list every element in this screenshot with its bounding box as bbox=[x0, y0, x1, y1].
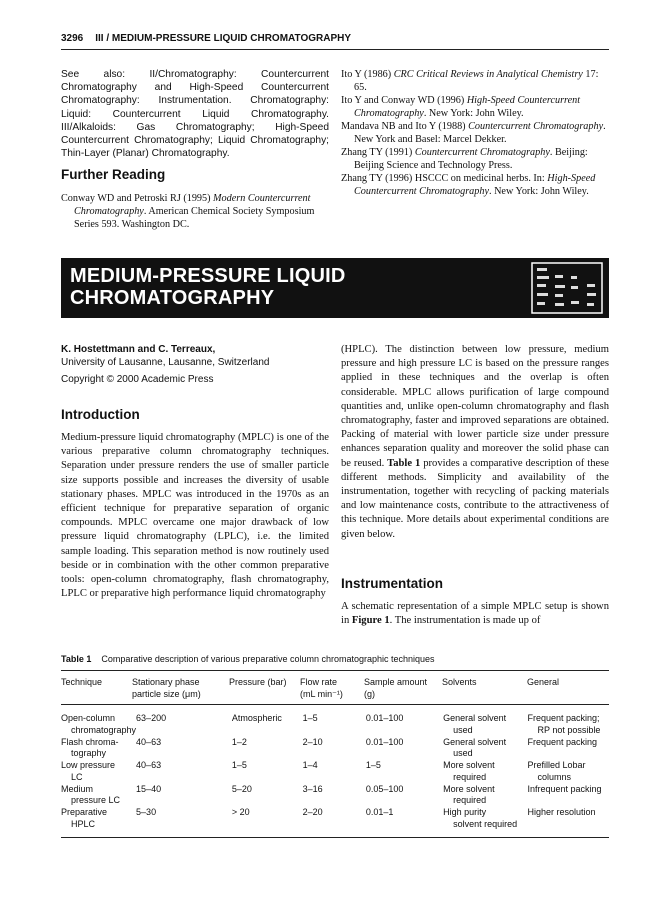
table-cell-line: General solvent bbox=[443, 713, 507, 723]
table-cell bbox=[366, 807, 443, 831]
column-header-line: Technique bbox=[61, 677, 103, 687]
table-cell bbox=[366, 784, 443, 808]
table-header-rule bbox=[61, 704, 609, 705]
table-cell-line: 0.01–1 bbox=[365, 807, 394, 817]
table-cell bbox=[443, 737, 527, 761]
further-reading-heading: Further Reading bbox=[61, 167, 166, 182]
table-cell-line: Higher resolution bbox=[527, 807, 596, 817]
table-cell bbox=[303, 760, 366, 784]
table-cell-line: 15–40 bbox=[136, 783, 162, 794]
table-cell-line: 2–10 bbox=[302, 736, 323, 747]
column-header bbox=[442, 677, 527, 700]
table-cell-line: columns bbox=[537, 771, 571, 782]
table-row bbox=[61, 737, 609, 761]
reference-italic: High-Speed Countercurrent Chromatography bbox=[354, 95, 581, 119]
see-also-prefix: See also: bbox=[61, 69, 150, 80]
table-cell-line: Medium bbox=[61, 783, 94, 794]
references-left bbox=[61, 192, 329, 231]
table-cell bbox=[61, 713, 136, 737]
table-cell-line: 1–5 bbox=[231, 760, 247, 770]
table-cell-line: 5–30 bbox=[136, 807, 157, 817]
table-cell-line: More solvent bbox=[443, 783, 495, 794]
column-header bbox=[364, 677, 442, 700]
chromatography-plate-icon bbox=[531, 262, 603, 314]
table-cell-line: 40–63 bbox=[136, 760, 162, 770]
table-cell-line: Flash chroma- bbox=[61, 736, 119, 747]
table-cell bbox=[443, 807, 527, 831]
introduction-paragraph-continued bbox=[341, 343, 609, 542]
table-top-rule bbox=[61, 670, 609, 671]
reference-item bbox=[341, 172, 609, 198]
reference-plain: Zhang TY (1996) HSCCC on medicinal herbs. In: bbox=[341, 173, 548, 184]
table-cell-line: 1–4 bbox=[302, 760, 318, 770]
author-names: K. Hostettmann and C. Terreaux, bbox=[61, 344, 216, 355]
table-cell bbox=[232, 784, 303, 808]
table-cell-line: 0.01–100 bbox=[365, 713, 404, 723]
table-cell bbox=[136, 713, 232, 737]
table-header bbox=[61, 677, 609, 700]
table-cell-line: 1–5 bbox=[302, 713, 318, 723]
table-cell-line: RP not possible bbox=[537, 724, 601, 735]
table-cell-line: solvent required bbox=[453, 818, 518, 829]
table-cell-line: Infrequent packing bbox=[527, 783, 602, 794]
column-header bbox=[229, 677, 300, 700]
table-cell bbox=[303, 807, 366, 831]
running-head bbox=[61, 33, 609, 44]
see-also bbox=[61, 68, 329, 160]
table-cell bbox=[527, 713, 609, 737]
table-cell-line: chromatography bbox=[71, 724, 137, 735]
table-cell-line: More solvent bbox=[443, 760, 495, 770]
table-cell-line: General solvent bbox=[443, 736, 507, 747]
comparison-table bbox=[61, 713, 609, 831]
reference-rest: . Beijing: Beijing Science and Technology Press. bbox=[354, 147, 588, 171]
table-cell-line: Open-column bbox=[61, 713, 116, 723]
table-bottom-rule bbox=[61, 837, 609, 838]
figure-reference-link[interactable]: Figure 1 bbox=[351, 615, 390, 627]
column-header bbox=[61, 677, 132, 700]
table-cell-line: 1–5 bbox=[365, 760, 381, 770]
table-cell bbox=[527, 737, 609, 761]
table-cell bbox=[61, 807, 136, 831]
reference-italic: High-Speed Countercurrent Chromatography bbox=[354, 173, 596, 197]
table-cell bbox=[303, 737, 366, 761]
reference-italic: Countercurrent Chromatography bbox=[414, 147, 550, 158]
table-label: Table 1 bbox=[61, 654, 92, 664]
table-cell bbox=[366, 760, 443, 784]
table-cell-line: Frequent packing bbox=[527, 736, 598, 747]
table-cell bbox=[527, 760, 609, 784]
reference-italic: Countercurrent Chromatography bbox=[468, 121, 604, 132]
table-caption-text: Comparative description of various preparative column chromatographic techniques bbox=[101, 654, 435, 664]
column-header-line: Pressure (bar) bbox=[229, 677, 287, 687]
paragraph-text: (HPLC). The distinction between low pressure, medium pressure and high pressure LC is based on the pressure ranges applied in these techniques and the overlap is often considerable. MPLC allows purification of large compound quantities and, unlike open-column chromatography and flash chromatography, faster and improved separations are obtained. Packing of material with lower particle size under pressure enhances separation quality and moreover the solid phase can be reused. bbox=[341, 344, 609, 469]
table-cell-line: pressure LC bbox=[71, 795, 121, 805]
article-title-banner bbox=[61, 258, 609, 318]
table-cell-line: used bbox=[453, 724, 473, 735]
table-cell-line: Prefilled Lobar bbox=[527, 760, 586, 770]
table-cell bbox=[61, 784, 136, 808]
reference-plain: Conway WD and Petroski RJ (1995) bbox=[61, 193, 214, 204]
table-cell bbox=[232, 713, 303, 737]
column-header-line: (mL min⁻¹) bbox=[300, 688, 343, 699]
table-cell bbox=[232, 760, 303, 784]
table-row bbox=[61, 713, 609, 737]
column-header bbox=[527, 677, 609, 700]
table-row bbox=[61, 807, 609, 831]
introduction-heading: Introduction bbox=[61, 407, 140, 422]
reference-item bbox=[341, 120, 609, 146]
table-cell-line: LC bbox=[71, 771, 83, 782]
table-cell bbox=[61, 760, 136, 784]
table-cell-line: used bbox=[453, 748, 473, 758]
paragraph-text: . The instrumentation is made up of bbox=[389, 615, 541, 627]
table-cell bbox=[527, 784, 609, 808]
column-header-line: Solvents bbox=[442, 677, 477, 687]
table-cell-line: High purity bbox=[443, 807, 487, 817]
column-header-line: Sample amount bbox=[364, 677, 428, 687]
table-cell bbox=[61, 737, 136, 761]
table-cell-line: Low pressure bbox=[61, 760, 116, 770]
header-rule bbox=[61, 49, 609, 50]
table-cell bbox=[366, 713, 443, 737]
table-cell bbox=[136, 807, 232, 831]
reference-plain: Ito Y and Conway WD (1996) bbox=[341, 95, 467, 106]
table-cell-line: 2–20 bbox=[302, 807, 323, 817]
reference-rest: . New York and Basel: Marcel Dekker. bbox=[354, 121, 606, 145]
instrumentation-heading: Instrumentation bbox=[341, 576, 444, 591]
reference-rest: . New York: John Wiley. bbox=[488, 186, 589, 197]
reference-item bbox=[341, 94, 609, 120]
table-cell bbox=[136, 784, 232, 808]
references-right bbox=[341, 68, 609, 198]
reference-rest: . American Chemical Society Symposium Series 593. Washington DC. bbox=[74, 206, 315, 230]
table-cell-line: tography bbox=[71, 748, 107, 758]
table-caption bbox=[61, 654, 435, 664]
column-header bbox=[300, 677, 364, 700]
column-header-line: particle size (μm) bbox=[132, 688, 201, 699]
table-cell-line: 0.05–100 bbox=[365, 783, 404, 794]
table-cell-line: 1–2 bbox=[231, 736, 247, 747]
reference-rest: 17: 65. bbox=[354, 69, 599, 93]
article-title bbox=[70, 265, 346, 309]
table-cell bbox=[527, 807, 609, 831]
copyright: Copyright © 2000 Academic Press bbox=[61, 374, 214, 385]
reference-item bbox=[341, 68, 609, 94]
table-cell-line: HPLC bbox=[71, 818, 96, 829]
table-row bbox=[61, 784, 609, 808]
table-cell-line: 5–20 bbox=[231, 783, 252, 794]
table-cell bbox=[136, 737, 232, 761]
table-cell bbox=[443, 760, 527, 784]
affiliation: University of Lausanne, Lausanne, Switzerland bbox=[61, 357, 270, 368]
see-also-text: II/Chromatography: Countercurrent Chromatography and High-Speed Countercurrent Chromatography: Instrumentation. Chromatography: Liquid: Countercurrent Liquid Chromatography. III/Alkaloids: Gas Chromatography; High-Speed Countercurrent Chromatography; Liquid Chromatography; Thin-Layer (Planar) Chromatography. bbox=[61, 69, 330, 160]
authors-block bbox=[61, 343, 329, 369]
table-cell-line: 40–63 bbox=[136, 736, 162, 747]
running-title: III / MEDIUM-PRESSURE LIQUID CHROMATOGRAPHY bbox=[95, 33, 352, 44]
reference-italic: CRC Critical Reviews in Analytical Chemistry bbox=[393, 69, 583, 80]
table-reference-link[interactable]: Table 1 bbox=[387, 457, 421, 469]
table-cell-line: 3–16 bbox=[302, 783, 323, 794]
paragraph-text: provides a comparative description of these different methods. Simplicity and availability of the instrumentation, together with recycling of packing materials and low maintenance costs, contribute to the attractiveness of this technique. More details about experimental conditions are given below. bbox=[341, 457, 610, 540]
paragraph-text: A schematic representation of a simple MPLC setup is shown in bbox=[341, 601, 609, 627]
reference-plain: Mandava NB and Ito Y (1988) bbox=[341, 121, 469, 132]
instrumentation-paragraph bbox=[341, 600, 609, 628]
table-cell-line: > 20 bbox=[231, 807, 250, 817]
page-number: 3296 bbox=[61, 33, 84, 44]
reference-rest: . New York: John Wiley. bbox=[423, 108, 524, 119]
introduction-paragraph: Medium-pressure liquid chromatography (MPLC) is one of the various preparative column chromatography techniques. Separation under pressure renders the use of smaller particle size supports possible and increases the diversity of usable stationary phases. MPLC was introduced in the 1970s as an efficient technique for preparative separation of organic compounds. MPLC overcame one major drawback of low pressure liquid chromatography (LPLC), i.e. the limited sample loading. This separation method is now routinely used beside or in combination with the other common preparative tools: open-column chromatography, flash chromatography, LPLC or preparative high performance liquid chromatography bbox=[61, 432, 329, 600]
table-cell-line: required bbox=[453, 795, 487, 805]
table-cell bbox=[443, 784, 527, 808]
table-row bbox=[61, 760, 609, 784]
reference-item bbox=[61, 192, 329, 231]
article-title-line2: CHROMATOGRAPHY bbox=[70, 287, 275, 309]
table-cell-line: Frequent packing; bbox=[527, 713, 600, 723]
table-cell-line: 0.01–100 bbox=[365, 736, 404, 747]
table-cell-line: required bbox=[453, 771, 487, 782]
column-header bbox=[132, 677, 229, 700]
table-cell bbox=[366, 737, 443, 761]
table-cell-line: Preparative bbox=[61, 807, 108, 817]
column-header-line: General bbox=[527, 677, 560, 687]
table-cell-line: Atmospheric bbox=[231, 713, 282, 723]
table-cell bbox=[303, 713, 366, 737]
table-cell-line: 63–200 bbox=[136, 713, 167, 723]
column-header-line: Flow rate bbox=[300, 677, 338, 687]
reference-italic: Modern Countercurrent Chromatography bbox=[74, 193, 311, 217]
column-header-line: (g) bbox=[364, 688, 375, 699]
table-cell bbox=[232, 737, 303, 761]
column-header-line: Stationary phase bbox=[132, 677, 200, 687]
table-cell bbox=[443, 713, 527, 737]
table-cell bbox=[136, 760, 232, 784]
reference-item bbox=[341, 146, 609, 172]
table-cell bbox=[303, 784, 366, 808]
reference-plain: Ito Y (1986) bbox=[341, 69, 394, 80]
table-cell bbox=[232, 807, 303, 831]
reference-plain: Zhang TY (1991) bbox=[341, 147, 415, 158]
article-title-line1: MEDIUM-PRESSURE LIQUID bbox=[70, 265, 346, 287]
